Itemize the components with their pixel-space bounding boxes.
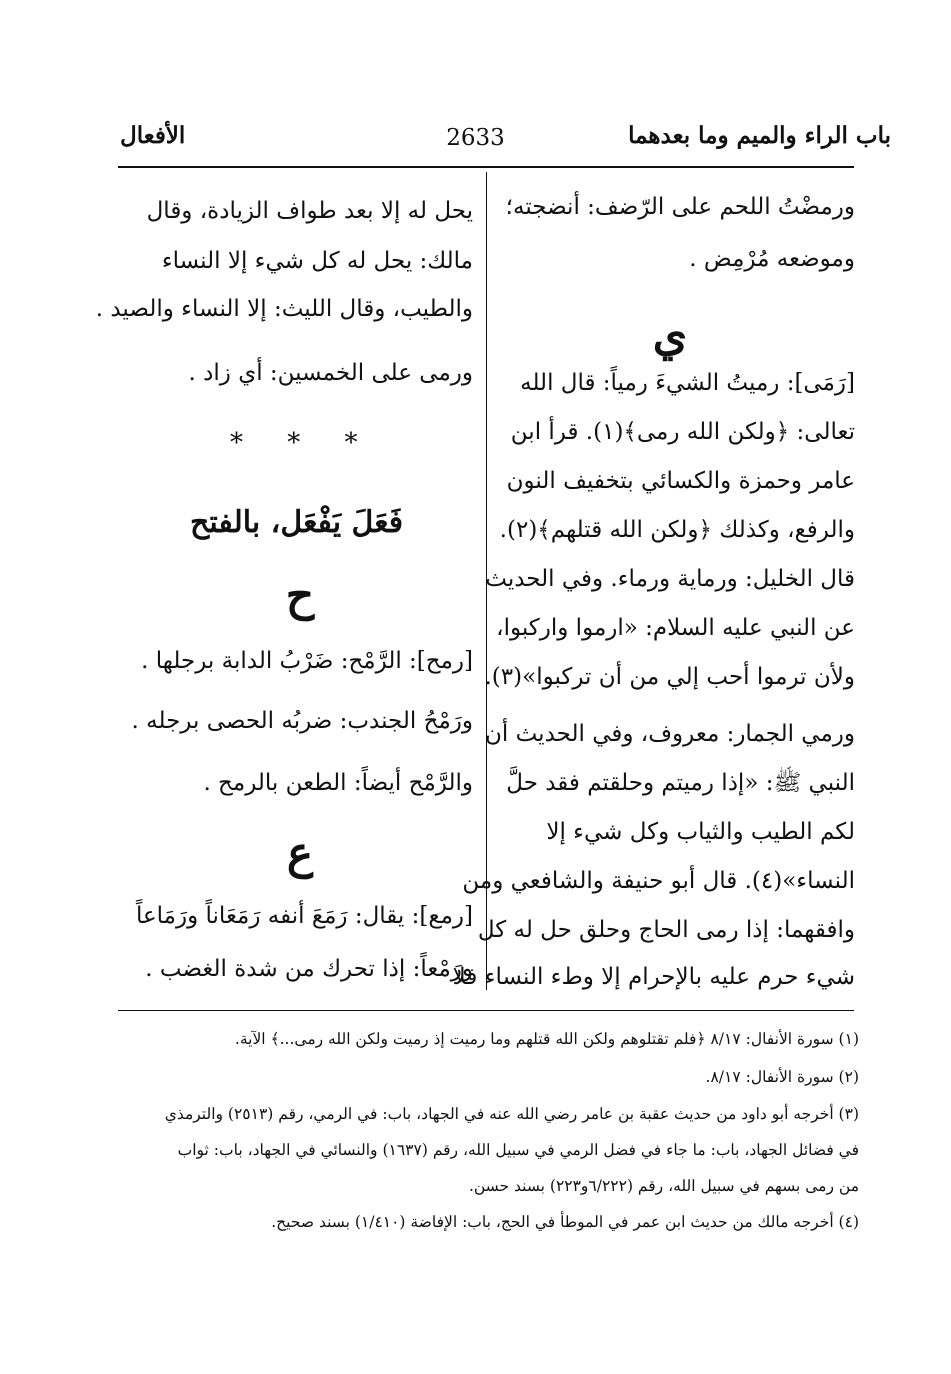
footnote-rule xyxy=(118,1010,854,1011)
text-line: لكم الطيب والثياب وكل شيء إلا xyxy=(546,819,855,845)
text-line: ورمي الجمار: معروف، وفي الحديث أن xyxy=(485,721,855,747)
letter-heading: ع xyxy=(286,828,314,879)
text-line: ورمى على الخمسين: أي زاد . xyxy=(188,360,473,386)
text-line: ولأن ترموا أحب إلي من أن تركبوا»(٣). xyxy=(484,664,855,690)
text-line: النساء»(٤). قال أبو حنيفة والشافعي ومن xyxy=(462,868,855,894)
text-line: عامر وحمزة والكسائي بتخفيف النون xyxy=(506,468,855,494)
footnote: (٣) أخرجه أبو داود من حديث عقبة بن عامر رضي الله عنه في الجهاد، باب: في الرمي، رقم (٢٥١٣) والترمذي xyxy=(164,1105,859,1123)
text-line: يحل له إلا بعد طواف الزيادة، وقال xyxy=(146,198,473,224)
text-line: ورَمْحُ الجندب: ضربُه الحصى برجله . xyxy=(131,708,473,734)
text-line: مالك: يحل له كل شيء إلا النساء xyxy=(161,248,473,274)
text-line: ورَمْعاً: إذا تحرك من شدة الغضب . xyxy=(145,956,473,982)
chapter-heading: باب الراء والميم وما بعدهما xyxy=(628,122,891,149)
text-line: [رمع]: يقال: رَمَعَ أنفه رَمَعَاناً ورَمَاعاً xyxy=(135,903,473,929)
letter-heading: ح xyxy=(285,570,315,621)
footnote: (١) سورة الأنفال: ٨/١٧ ﴿فلم تقتلوهم ولكن الله قتلهم وما رميت إذ رميت ولكن الله رمى...﴾ الآية. xyxy=(234,1030,859,1048)
text-line: والرفع، وكذلك ﴿ولكن الله قتلهم﴾(٢). xyxy=(499,517,855,543)
header-rule xyxy=(118,166,854,168)
section-heading: الأفعال xyxy=(120,122,186,149)
section-title: فَعَلَ يَفْعَل، بالفتح xyxy=(190,505,404,540)
text-line: وافقهما: إذا رمى الحاج وحلق حل له كل xyxy=(477,917,855,943)
text-line: شيء حرم عليه بالإحرام إلا وطء النساء فلا xyxy=(452,964,855,990)
text-line: [رمح]: الرَّمْح: ضَرْبُ الدابة برجلها . xyxy=(141,648,473,674)
footnote: من رمى بسهم في سبيل الله، رقم (٦/٢٢٢و٢٢٣) بسند حسن. xyxy=(468,1177,859,1195)
text-line: عن النبي عليه السلام: «ارموا واركبوا، xyxy=(496,615,855,641)
text-line: والطيب، وقال الليث: إلا النساء والصيد . xyxy=(95,296,473,322)
footnote: (٤) أخرجه مالك من حديث ابن عمر في الموطأ في الحج، باب: الإفاضة (١/٤١٠) بسند صحيح. xyxy=(271,1213,859,1231)
text-line: والرَّمْح أيضاً: الطعن بالرمح . xyxy=(203,770,473,796)
section-stars: * * * xyxy=(230,428,376,458)
text-line: وموضعه مُرْمِض . xyxy=(689,246,855,272)
text-line: تعالى: ﴿ولكن الله رمى﴾(١). قرأ ابن xyxy=(510,419,855,445)
page-number: 2633 xyxy=(446,125,505,151)
footnote: في فضائل الجهاد، باب: ما جاء في فضل الرمي في سبيل الله، رقم (١٦٣٧) والنسائي في الجهاد، باب: ثواب xyxy=(177,1141,859,1159)
text-line: [رَمَى]: رميتُ الشيءَ رمياً: قال الله xyxy=(520,370,855,396)
text-line: ورمضْتُ اللحم على الرّضف: أنضجته؛ xyxy=(505,194,855,220)
letter-heading: ي xyxy=(652,310,688,361)
footnote: (٢) سورة الأنفال: ٨/١٧. xyxy=(705,1068,859,1086)
text-line: النبي ﷺ: «إذا رميتم وحلقتم فقد حلَّ xyxy=(506,770,855,796)
text-line: قال الخليل: ورماية ورماء. وفي الحديث xyxy=(485,566,855,592)
